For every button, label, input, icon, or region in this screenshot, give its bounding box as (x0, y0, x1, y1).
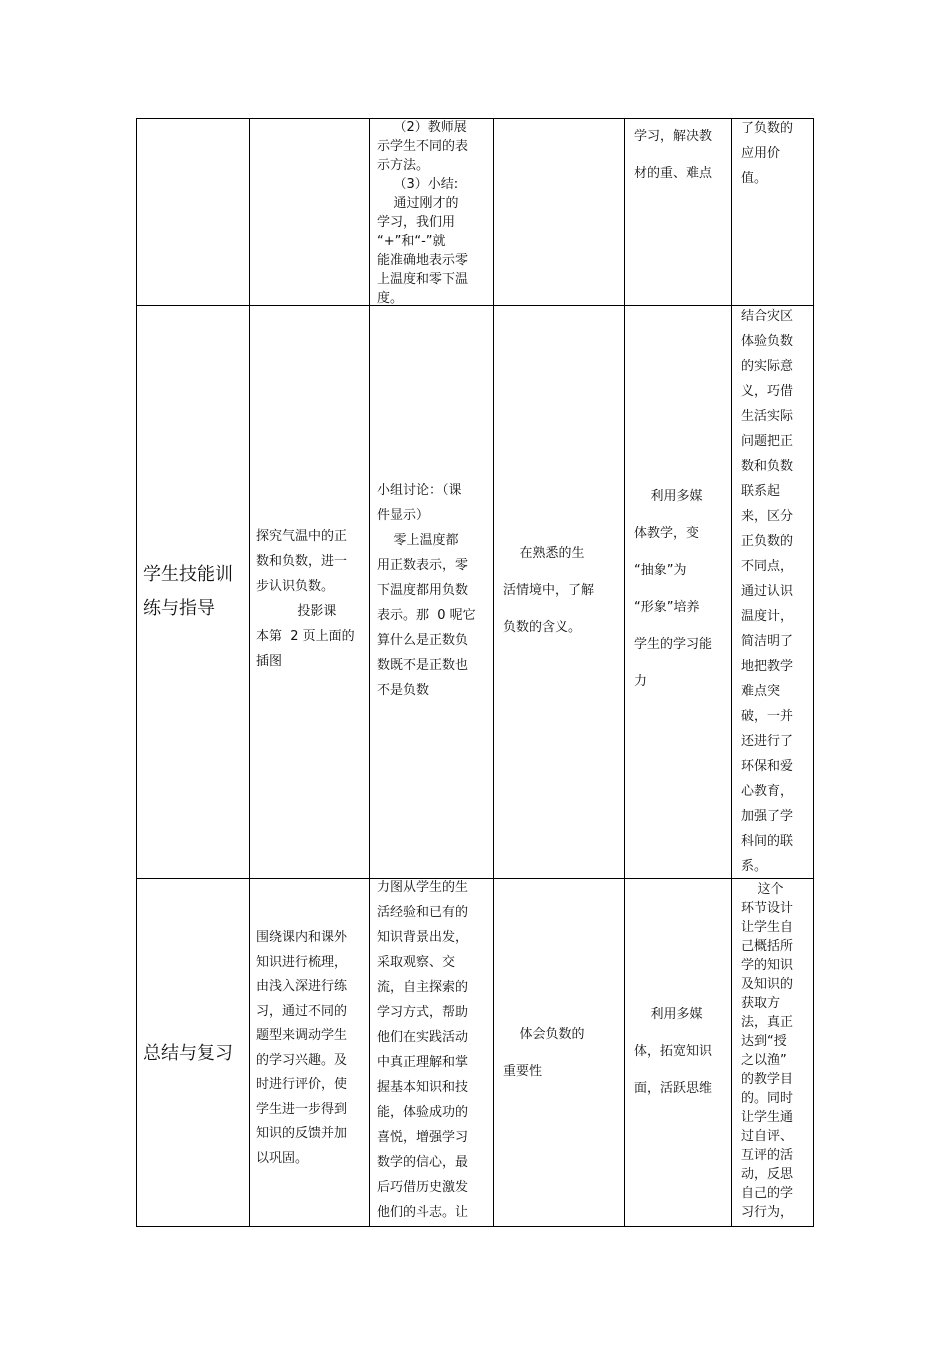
row1-intent-cell: 了负数的 应用价 值。 (741, 121, 794, 186)
row2-method-cell: 利用多媒 体教学，变 “抽象”为 “形象”培养 学生的学习能 力 (634, 489, 713, 689)
table-line (249, 118, 250, 1227)
row2-stage-cell: 学生技能训 练与指导 (143, 564, 233, 619)
table-line (731, 118, 732, 1227)
table-line (136, 1226, 814, 1227)
row3-student-cell: 体会负数的 重要性 (503, 1027, 585, 1079)
row3-stage-cell: 总结与复习 (143, 1043, 233, 1064)
table-line (813, 118, 814, 1227)
table-line (624, 118, 625, 1227)
table-line (136, 118, 137, 1227)
row3-activity-cell: 力图从学生的生 活经验和已有的 知识背景出发， 采取观察、交 流，自主探索的 学习方式，帮助 他们在实践活动 中真正理解和掌 握基本知识和技 能，体验成功的 喜悦，增强学习 数学的信心，最 后巧借历史激发 他们的斗志。让 (377, 880, 469, 1220)
row2-student-cell: 在熟悉的生 活情境中，了解 负数的含义。 (503, 546, 595, 635)
row2-activity-cell: 小组讨论：（课 件显示） 零上温度都 用正数表示，零 下温度都用负数 表示。那 0 呢它 算什么是正数负 数既不是正数也 不是负数 (377, 483, 476, 698)
row1-method-cell: 学习，解决教 材的重、难点 (634, 129, 713, 181)
row2-intent-cell: 结合灾区 体验负数 的实际意 义，巧借 生活实际 问题把正 数和负数 联系起 来，区分 正负数的 不同点， 通过认识 温度计， 简洁明了 地把教学 难点突 破，一并 还进行了 环保和爱 心教育， 加强了学 科间的联 系。 (741, 309, 794, 874)
row3-content-cell: 围绕课内和课外 知识进行梳理， 由浅入深进行练 习，通过不同的 题型来调动学生 的学习兴趣。及 时进行评价，使 学生进一步得到 知识的反馈并加 以巩固。 (256, 930, 348, 1166)
table-line (369, 118, 370, 1227)
row2-content-cell: 探究气温中的正 数和负数，进一 步认识负数。 投影课 本第 2 页上面的 插图 (256, 529, 355, 669)
row3-method-cell: 利用多媒 体，拓宽知识 面，活跃思维 (634, 1007, 713, 1096)
row1-activity-cell: （2）教师展 示学生不同的表 示方法。 （3）小结: 通过刚才的 学习，我们用 “+”和“-”就 能准确地表示零 上温度和零下温 度。 (377, 120, 469, 306)
row3-intent-cell: 这个 环节设计 让学生自 己概括所 学的知识 及知识的 获取方 法，真正 达到“授 之以渔” 的教学目 的。同时 让学生通 过自评、 互评的活 动，反思 自己的学 习行为， (741, 882, 794, 1220)
table-line (493, 118, 494, 1227)
